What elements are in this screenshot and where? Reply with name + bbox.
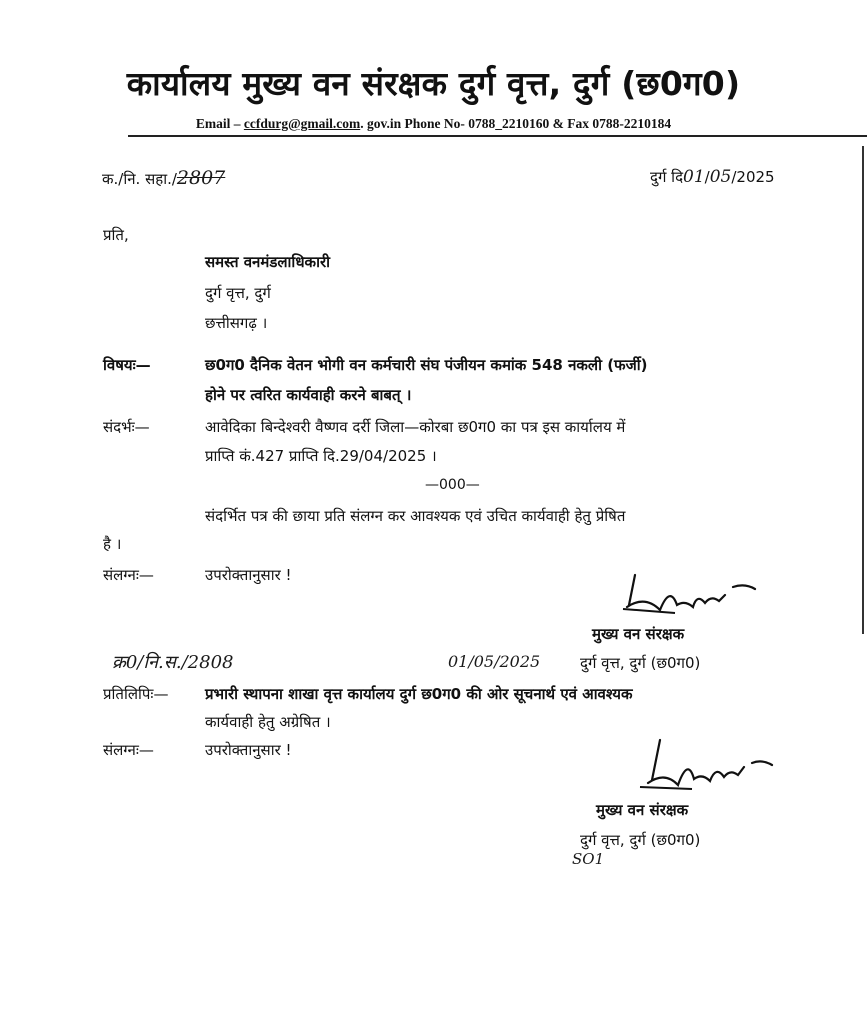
header-rule bbox=[128, 135, 867, 137]
reference-number-line bbox=[102, 167, 225, 189]
signature1-designation: मुख्य वन संरक्षक bbox=[592, 625, 685, 643]
reference-line1: आवेदिका बिन्देश्वरी वैष्णव दर्री जिला—कोरबा छ0ग0 का पत्र इस कार्यालय में bbox=[205, 418, 626, 436]
date-year: /2025 bbox=[731, 168, 775, 186]
copy-line1: प्रभारी स्थापना शाखा वृत्त कार्यालय दुर्ग छ0ग0 की ओर सूचनार्थ एवं आवश्यक bbox=[205, 685, 633, 703]
date-sep: / bbox=[704, 168, 710, 186]
subject-label: विषयः— bbox=[103, 356, 151, 374]
subject-line2: होने पर त्वरित कार्यवाही करने बाबत् । bbox=[205, 386, 412, 404]
email-prefix: Email – bbox=[195, 116, 244, 131]
to-label: प्रति, bbox=[103, 226, 129, 244]
date-prefix: दुर्ग दि bbox=[650, 168, 684, 186]
reference-line2: प्राप्ति कं.427 प्राप्ति दि.29/04/2025 । bbox=[205, 447, 437, 465]
recipient-line2: दुर्ग वृत्त, दुर्ग bbox=[205, 284, 271, 302]
letter-date bbox=[650, 167, 775, 187]
date-day-handwritten: 01 bbox=[683, 167, 705, 187]
reference-label: संदर्भः— bbox=[103, 418, 150, 436]
enclosure2-value: उपरोक्तानुसार ! bbox=[205, 741, 292, 759]
signature1-location: दुर्ग वृत्त, दुर्ग (छ0ग0) bbox=[580, 654, 701, 672]
ref-label: क./नि. सहा./ bbox=[102, 170, 177, 188]
subject-line1: छ0ग0 दैनिक वेतन भोगी वन कर्मचारी संघ पंजीयन कमांक 548 नकली (फर्जी) bbox=[205, 356, 648, 374]
copy-ref-date-handwritten: 01/05/2025 bbox=[448, 652, 541, 671]
contact-line bbox=[0, 116, 867, 132]
email-address: ccfdurg@gmail.com bbox=[243, 116, 361, 131]
signature-2-mark bbox=[630, 735, 780, 800]
date-month-handwritten: 05 bbox=[709, 167, 732, 187]
page-edge-line bbox=[862, 146, 864, 634]
signature2-note-handwritten: SO1 bbox=[572, 850, 605, 868]
enclosure1-label: संलग्नः— bbox=[103, 566, 154, 584]
copy-label: प्रतिलिपिः— bbox=[103, 685, 169, 703]
body-line2: है । bbox=[103, 535, 122, 553]
signature2-location: दुर्ग वृत्त, दुर्ग (छ0ग0) bbox=[580, 831, 701, 849]
signature2-designation: मुख्य वन संरक्षक bbox=[596, 801, 689, 819]
copy-ref-number-handwritten: क्र0/नि.स./2808 bbox=[112, 652, 234, 673]
enclosure2-label: संलग्नः— bbox=[103, 741, 154, 759]
separator: —000— bbox=[425, 477, 480, 493]
body-line1: संदर्भित पत्र की छाया प्रति संलग्न कर आवश्यक एवं उचित कार्यवाही हेतु प्रेषित bbox=[205, 507, 626, 525]
contact-rest: . gov.in Phone No- 0788_2210160 & Fax 0788-2210184 bbox=[360, 116, 672, 131]
ref-number-handwritten: 2807 bbox=[176, 167, 226, 189]
recipient-line3: छत्तीसगढ़ । bbox=[205, 314, 268, 332]
copy-line2: कार्यवाही हेतु अग्रेषित । bbox=[205, 713, 331, 731]
signature-1-mark bbox=[615, 565, 775, 625]
recipient-line1: समस्त वनमंडलाधिकारी bbox=[205, 253, 330, 271]
office-title: कार्यालय मुख्य वन संरक्षक दुर्ग वृत्त, दुर्ग (छ0ग0) bbox=[126, 64, 741, 103]
enclosure1-value: उपरोक्तानुसार ! bbox=[205, 566, 292, 584]
